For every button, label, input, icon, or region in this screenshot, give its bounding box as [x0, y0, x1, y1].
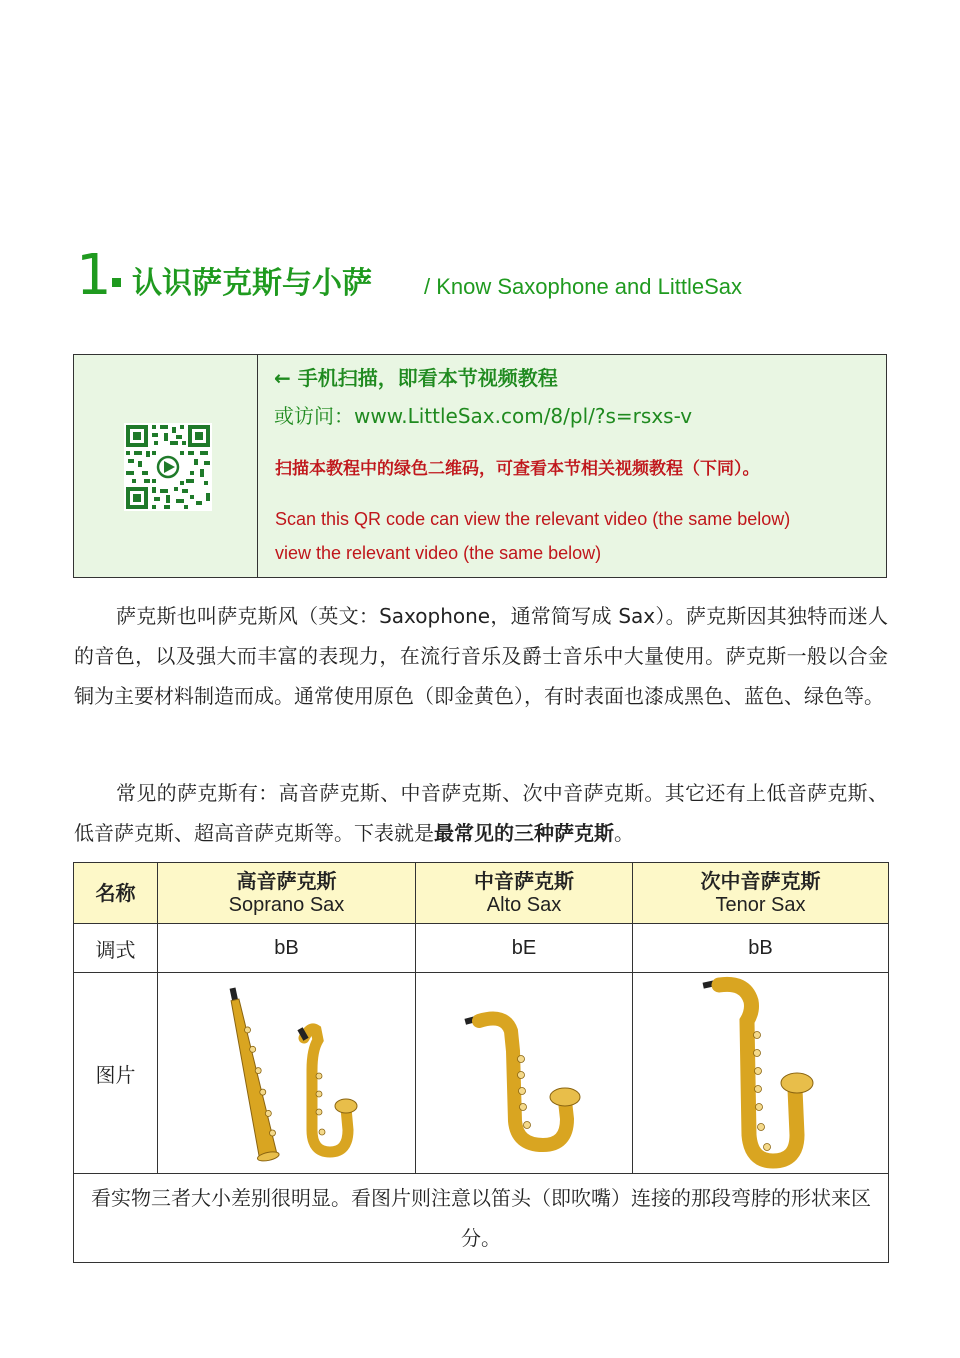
soprano-sax-icon: [212, 980, 362, 1166]
table-note: 看实物三者大小差别很明显。看图片则注意以笛头（即吹嘴）连接的那段弯脖的形状来区分。: [74, 1174, 889, 1263]
qr-note-en-line2: view the relevant video (the same below): [275, 543, 602, 563]
table-row-key: [74, 924, 889, 973]
tenor-key: bB: [633, 924, 889, 973]
soprano-name-en: Soprano Sax: [228, 894, 345, 916]
types-paragraph-emphasis: 最常见的三种萨克斯: [434, 821, 614, 845]
table-row-picture: [74, 973, 889, 1174]
types-paragraph-end: 。: [614, 821, 634, 845]
soprano-picture-cell: [158, 973, 416, 1174]
header-cell-soprano: [158, 863, 416, 924]
table-header-row: [74, 863, 889, 924]
alto-key: bE: [416, 924, 633, 973]
intro-paragraph: 萨克斯也叫萨克斯风（英文：Saxophone，通常简写成 Sax）。萨克斯因其独特而迷人的音色，以及强大而丰富的表现力，在流行音乐及爵士音乐中大量使用。萨克斯一般以合金铜为主要材料制造而成。通常使用原色（即金黄色），有时表面也漆成黑色、蓝色、绿色等。: [74, 604, 888, 708]
header-cell-alto: [416, 863, 633, 924]
types-paragraph-start: 常见的萨克斯有：高音萨克斯、中音萨克斯、次中音萨克斯。其它还有上低音萨克斯、低音萨克斯、超高音萨克斯等。下表就是: [74, 781, 888, 845]
tenor-picture-cell: [633, 973, 889, 1174]
alto-name-en: Alto Sax: [486, 894, 562, 916]
picture-label: 图片: [74, 973, 158, 1174]
header-cell-tenor: [633, 863, 889, 924]
qr-note-cn: 扫描本教程中的绿色二维码，可查看本节相关视频教程（下同）。: [275, 459, 760, 479]
table-row-note: [74, 1174, 889, 1263]
scan-instruction: ← 手机扫描，即看本节视频教程: [274, 366, 558, 390]
video-tutorial-box: [73, 354, 887, 578]
saxophone-comparison-table: [73, 862, 889, 1263]
soprano-key: bB: [158, 924, 416, 973]
soprano-name-cn: 高音萨克斯: [236, 869, 337, 893]
section-title-en: / Know Saxophone and LittleSax: [424, 274, 743, 299]
header-label: 名称: [95, 881, 136, 905]
qr-code-icon[interactable]: [124, 423, 212, 511]
alto-picture-cell: [416, 973, 633, 1174]
section-number: 1: [76, 243, 112, 308]
tenor-name-en: Tenor Sax: [715, 894, 806, 916]
alto-name-cn: 中音萨克斯: [474, 869, 574, 893]
alto-sax-icon: [459, 993, 589, 1153]
section-title-cn: 认识萨克斯与小萨: [132, 266, 372, 301]
tenor-name-cn: 次中音萨克斯: [700, 869, 821, 893]
qr-cell: [74, 355, 258, 577]
section-number-dot: [112, 278, 121, 287]
types-paragraph: [74, 773, 888, 853]
key-label: 调式: [74, 924, 158, 973]
visit-url-link[interactable]: 或访问：www.LittleSax.com/8/pl/?s=rsxs-v: [274, 404, 693, 428]
header-label-cell: [74, 863, 158, 924]
tenor-sax-icon: [701, 975, 821, 1171]
qr-note-en-line1: Scan this QR code can view the relevant video (the same below): [275, 509, 791, 529]
